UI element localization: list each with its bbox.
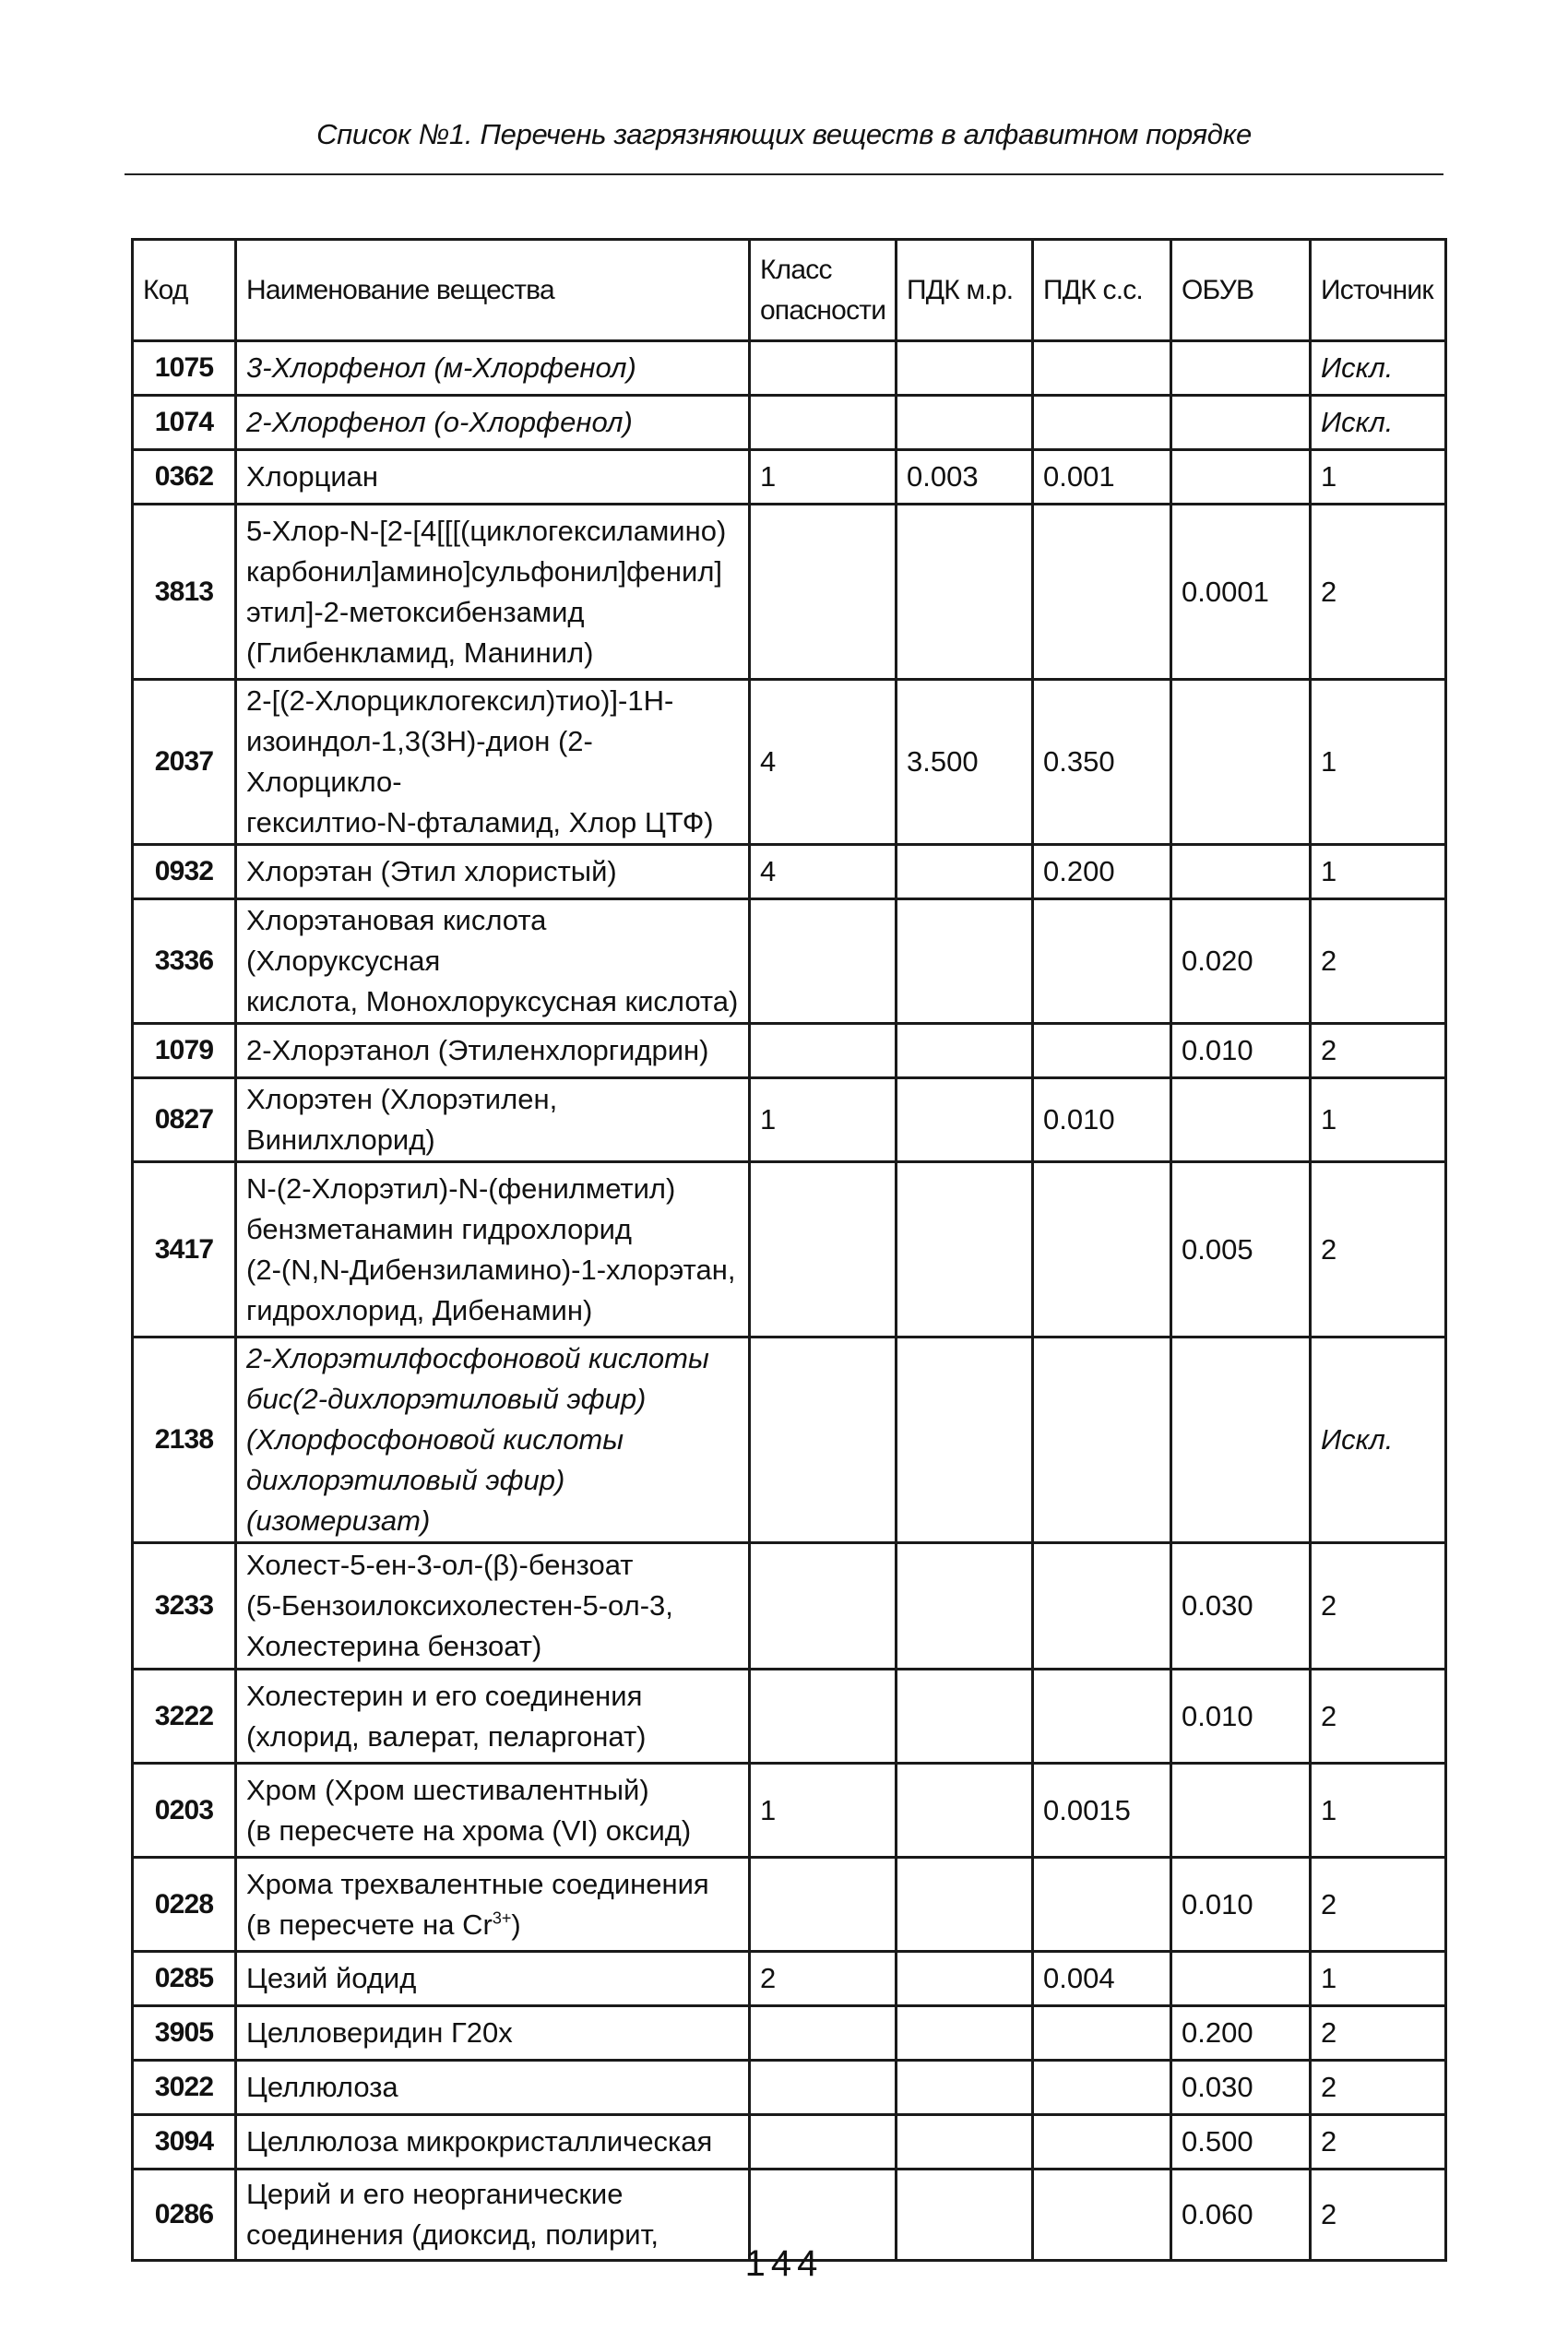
cell-obuv: 0.030 — [1171, 1543, 1311, 1670]
cell-obuv: 0.005 — [1171, 1162, 1311, 1337]
cell-obuv — [1171, 1764, 1311, 1858]
cell-hazard-class: 4 — [750, 680, 897, 845]
cell-source: 2 — [1311, 2006, 1446, 2061]
cell-mpc-daily: 0.350 — [1033, 680, 1171, 845]
superscript: 3+ — [492, 1908, 512, 1928]
header-mpc-daily: ПДК с.с. — [1033, 240, 1171, 341]
cell-obuv — [1171, 680, 1311, 845]
cell-mpc-max — [897, 1670, 1033, 1764]
cell-name — [236, 1078, 750, 1162]
cell-mpc-daily — [1033, 2115, 1171, 2170]
cell-source: 1 — [1311, 1952, 1446, 2006]
cell-source: 1 — [1311, 1764, 1446, 1858]
cell-mpc-daily — [1033, 1162, 1171, 1337]
cell-obuv — [1171, 1337, 1311, 1543]
cell-name — [236, 899, 750, 1024]
cell-obuv: 0.010 — [1171, 1858, 1311, 1952]
table-row — [133, 505, 1446, 680]
header-rule — [125, 173, 1443, 175]
name-line: Церий и его неорганические — [246, 2178, 624, 2210]
cell-hazard-class — [750, 1337, 897, 1543]
name-line: 2-Хлорфенол (о-Хлорфенол) — [246, 406, 633, 438]
cell-name — [236, 2115, 750, 2170]
cell-hazard-class: 1 — [750, 450, 897, 505]
substances-table — [131, 238, 1447, 2262]
header-source: Источник — [1311, 240, 1446, 341]
name-line: (Глибенкламид, Манинил) — [246, 636, 594, 669]
table-row — [133, 680, 1446, 845]
table-row — [133, 1024, 1446, 1078]
cell-hazard-class: 4 — [750, 845, 897, 899]
cell-code: 3813 — [133, 505, 236, 680]
cell-source: 1 — [1311, 680, 1446, 845]
cell-mpc-daily — [1033, 396, 1171, 450]
name-line: карбонил]амино]сульфонил]фенил] — [246, 554, 723, 588]
header-row — [133, 240, 1446, 341]
cell-code: 0827 — [133, 1078, 236, 1162]
cell-hazard-class — [750, 899, 897, 1024]
cell-code: 3094 — [133, 2115, 236, 2170]
table-row — [133, 1670, 1446, 1764]
cell-mpc-daily — [1033, 899, 1171, 1024]
cell-mpc-daily — [1033, 2006, 1171, 2061]
cell-code: 3233 — [133, 1543, 236, 1670]
cell-source: Искл. — [1311, 396, 1446, 450]
cell-source: 2 — [1311, 2170, 1446, 2261]
cell-mpc-max: 3.500 — [897, 680, 1033, 845]
name-line: Хрома трехвалентные соединения — [246, 1867, 709, 1900]
name-line: (Хлорфосфоновой кислоты — [246, 1423, 624, 1456]
cell-name — [236, 450, 750, 505]
cell-code: 0285 — [133, 1952, 236, 2006]
cell-obuv — [1171, 450, 1311, 505]
cell-mpc-daily — [1033, 1337, 1171, 1543]
cell-mpc-daily — [1033, 505, 1171, 680]
cell-mpc-max — [897, 1024, 1033, 1078]
cell-mpc-max: 0.003 — [897, 450, 1033, 505]
cell-obuv — [1171, 845, 1311, 899]
cell-source: 2 — [1311, 1858, 1446, 1952]
cell-name — [236, 2061, 750, 2115]
name-line: 5-Хлор-N-[2-[4[[[(циклогексиламино) — [246, 514, 727, 547]
header-hazard-class — [750, 240, 897, 341]
name-line: (хлорид, валерат, пеларгонат) — [246, 1719, 647, 1753]
name-line: Холестерина бензоат) — [246, 1630, 542, 1662]
cell-name — [236, 396, 750, 450]
cell-hazard-class — [750, 2061, 897, 2115]
cell-name — [236, 1024, 750, 1078]
name-line-tail: ) — [511, 1908, 521, 1941]
cell-hazard-class: 1 — [750, 1764, 897, 1858]
cell-obuv: 0.030 — [1171, 2061, 1311, 2115]
cell-mpc-daily: 0.0015 — [1033, 1764, 1171, 1858]
name-line: кислота, Монохлоруксусная кислота) — [246, 985, 739, 1017]
cell-obuv: 0.020 — [1171, 899, 1311, 1024]
name-line: (5-Бензоилоксихолестен-5-ол-3, — [246, 1589, 673, 1622]
name-line: гидрохлорид, Дибенамин) — [246, 1293, 593, 1326]
cell-hazard-class — [750, 1024, 897, 1078]
name-line: 2-Хлорэтанол (Этиленхлоргидрин) — [246, 1034, 709, 1066]
cell-hazard-class — [750, 2115, 897, 2170]
cell-mpc-max — [897, 2115, 1033, 2170]
cell-mpc-max — [897, 1337, 1033, 1543]
name-line: бис(2-дихлорэтиловый эфир) — [246, 1383, 647, 1415]
cell-mpc-max — [897, 1543, 1033, 1670]
cell-name — [236, 845, 750, 899]
cell-obuv: 0.010 — [1171, 1670, 1311, 1764]
name-line: Хлорциан — [246, 460, 379, 493]
cell-obuv: 0.0001 — [1171, 505, 1311, 680]
cell-source: 1 — [1311, 1078, 1446, 1162]
cell-hazard-class — [750, 505, 897, 680]
cell-mpc-max — [897, 899, 1033, 1024]
table-row — [133, 396, 1446, 450]
name-line: Хлорэтан (Этил хлористый) — [246, 855, 617, 887]
cell-hazard-class — [750, 1858, 897, 1952]
cell-obuv: 0.200 — [1171, 2006, 1311, 2061]
cell-source: 1 — [1311, 450, 1446, 505]
cell-mpc-daily: 0.001 — [1033, 450, 1171, 505]
cell-name — [236, 1858, 750, 1952]
cell-hazard-class — [750, 396, 897, 450]
cell-hazard-class — [750, 341, 897, 396]
table-row — [133, 845, 1446, 899]
cell-name — [236, 680, 750, 845]
cell-source: 1 — [1311, 845, 1446, 899]
cell-name — [236, 2006, 750, 2061]
name-line: 3-Хлорфенол (м-Хлорфенол) — [246, 351, 636, 384]
cell-mpc-daily: 0.200 — [1033, 845, 1171, 899]
table-row — [133, 450, 1446, 505]
cell-hazard-class — [750, 1670, 897, 1764]
cell-mpc-max — [897, 1078, 1033, 1162]
cell-source: 2 — [1311, 1024, 1446, 1078]
cell-code: 0286 — [133, 2170, 236, 2261]
page-number: 144 — [744, 2243, 824, 2284]
name-line: соединения (диоксид, полирит, — [246, 2218, 659, 2251]
running-head: Список №1. Перечень загрязняющих веществ в алфавитном порядке — [316, 118, 1252, 150]
header-code: Код — [133, 240, 236, 341]
cell-name — [236, 505, 750, 680]
name-line: бензметанамин гидрохлорид — [246, 1212, 632, 1245]
table-row — [133, 899, 1446, 1024]
table-row — [133, 1543, 1446, 1670]
cell-hazard-class — [750, 1543, 897, 1670]
cell-mpc-daily — [1033, 1670, 1171, 1764]
header-name: Наименование вещества — [236, 240, 750, 341]
cell-mpc-max — [897, 396, 1033, 450]
cell-source: 2 — [1311, 2061, 1446, 2115]
name-line: Целловеридин Г20х — [246, 2016, 513, 2049]
cell-obuv — [1171, 1078, 1311, 1162]
header-obuv: ОБУВ — [1171, 240, 1311, 341]
table-row — [133, 2115, 1446, 2170]
cell-hazard-class: 1 — [750, 1078, 897, 1162]
cell-source: 2 — [1311, 2115, 1446, 2170]
name-line: (2-(N,N-Дибензиламино)-1-хлорэтан, — [246, 1253, 736, 1286]
table-row — [133, 1764, 1446, 1858]
cell-mpc-daily — [1033, 1024, 1171, 1078]
cell-hazard-class — [750, 2006, 897, 2061]
cell-mpc-max — [897, 2006, 1033, 2061]
cell-code: 3022 — [133, 2061, 236, 2115]
header-hazard-class-line1: Класс — [760, 254, 832, 285]
cell-mpc-daily: 0.010 — [1033, 1078, 1171, 1162]
cell-obuv: 0.060 — [1171, 2170, 1311, 2261]
cell-code: 1075 — [133, 341, 236, 396]
table-row — [133, 1337, 1446, 1543]
cell-source: Искл. — [1311, 1337, 1446, 1543]
table-row — [133, 341, 1446, 396]
cell-hazard-class: 2 — [750, 1952, 897, 2006]
table-row — [133, 1952, 1446, 2006]
cell-mpc-max — [897, 1858, 1033, 1952]
cell-obuv — [1171, 1952, 1311, 2006]
cell-obuv: 0.500 — [1171, 2115, 1311, 2170]
cell-name — [236, 1543, 750, 1670]
cell-obuv — [1171, 396, 1311, 450]
cell-code: 2138 — [133, 1337, 236, 1543]
cell-name — [236, 341, 750, 396]
cell-obuv: 0.010 — [1171, 1024, 1311, 1078]
cell-mpc-max — [897, 505, 1033, 680]
cell-mpc-max — [897, 845, 1033, 899]
cell-mpc-daily — [1033, 341, 1171, 396]
table-row — [133, 2061, 1446, 2115]
cell-code: 3222 — [133, 1670, 236, 1764]
table-row — [133, 1078, 1446, 1162]
header-hazard-class-line2: опасности — [760, 294, 886, 326]
name-line: 2-Хлорэтилфосфоновой кислоты — [246, 1342, 709, 1374]
name-line: Целлюлоза — [246, 2071, 398, 2103]
header-mpc-max: ПДК м.р. — [897, 240, 1033, 341]
cell-source: 2 — [1311, 505, 1446, 680]
cell-source: 2 — [1311, 1162, 1446, 1337]
name-line: этил]-2-метоксибензамид — [246, 595, 585, 628]
cell-name — [236, 1670, 750, 1764]
cell-mpc-max — [897, 2061, 1033, 2115]
cell-code: 3905 — [133, 2006, 236, 2061]
cell-code: 1079 — [133, 1024, 236, 1078]
cell-code: 3417 — [133, 1162, 236, 1337]
name-line: Холест-5-ен-3-ол-(β)-бензоат — [246, 1549, 634, 1581]
name-line: Хлорэтановая кислота (Хлоруксусная — [246, 904, 547, 977]
name-line — [246, 1905, 739, 1945]
name-line: Цезий йодид — [246, 1962, 417, 1994]
cell-code: 0203 — [133, 1764, 236, 1858]
table-row — [133, 2006, 1446, 2061]
cell-source: 2 — [1311, 899, 1446, 1024]
name-line: Хлорэтен (Хлорэтилен, Винилхлорид) — [246, 1083, 558, 1156]
name-line: гексилтио-N-фталамид, Хлор ЦТФ) — [246, 806, 714, 838]
name-line: Целлюлоза микрокристаллическая — [246, 2125, 713, 2158]
cell-name — [236, 1952, 750, 2006]
cell-source: 2 — [1311, 1670, 1446, 1764]
cell-name — [236, 1162, 750, 1337]
cell-code: 0228 — [133, 1858, 236, 1952]
cell-mpc-daily — [1033, 1858, 1171, 1952]
name-line: дихлорэтиловый эфир) (изомеризат) — [246, 1464, 565, 1537]
cell-source: Искл. — [1311, 341, 1446, 396]
cell-mpc-max — [897, 341, 1033, 396]
cell-code: 1074 — [133, 396, 236, 450]
cell-mpc-daily — [1033, 1543, 1171, 1670]
cell-code: 3336 — [133, 899, 236, 1024]
table-body — [133, 341, 1446, 2261]
name-line-text: (в пересчете на Cr — [246, 1908, 493, 1941]
table-row — [133, 1162, 1446, 1337]
cell-obuv — [1171, 341, 1311, 396]
name-line: (в пересчете на хрома (VI) оксид) — [246, 1813, 692, 1847]
name-line: 2-[(2-Хлорциклогексил)тио)]-1Н- — [246, 684, 674, 717]
name-line: Хром (Хром шестивалентный) — [246, 1773, 649, 1806]
cell-name — [236, 1764, 750, 1858]
cell-mpc-max — [897, 1764, 1033, 1858]
table-row — [133, 1858, 1446, 1952]
name-line: N-(2-Хлорэтил)-N-(фенилметил) — [246, 1171, 676, 1205]
cell-name — [236, 1337, 750, 1543]
name-line: изоиндол-1,3(3Н)-дион (2-Хлорцикло- — [246, 725, 593, 798]
cell-mpc-max — [897, 1162, 1033, 1337]
cell-code: 2037 — [133, 680, 236, 845]
cell-mpc-daily — [1033, 2061, 1171, 2115]
cell-mpc-max — [897, 1952, 1033, 2006]
cell-code: 0362 — [133, 450, 236, 505]
cell-mpc-daily: 0.004 — [1033, 1952, 1171, 2006]
cell-hazard-class — [750, 1162, 897, 1337]
name-line: Холестерин и его соединения — [246, 1679, 643, 1712]
cell-code: 0932 — [133, 845, 236, 899]
cell-source: 2 — [1311, 1543, 1446, 1670]
